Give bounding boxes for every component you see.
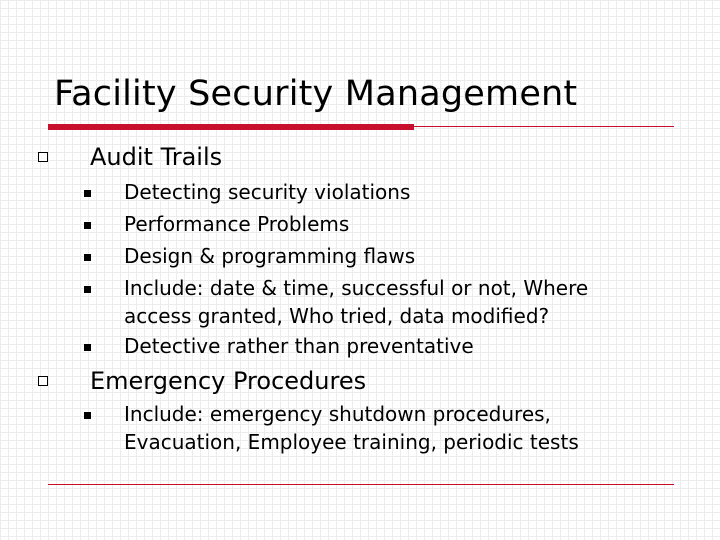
list-item-text: Design & programming flaws bbox=[124, 244, 416, 268]
list-item-text: Detective rather than preventative bbox=[124, 334, 474, 358]
hollow-square-bullet-icon bbox=[38, 152, 48, 162]
title-underline-thin bbox=[414, 126, 674, 127]
title-underline bbox=[48, 124, 674, 130]
filled-square-bullet-icon bbox=[84, 344, 91, 351]
filled-square-bullet-icon bbox=[84, 286, 91, 293]
filled-square-bullet-icon bbox=[84, 254, 91, 261]
section-heading: Audit Trails bbox=[90, 143, 223, 171]
slide-title: Facility Security Management bbox=[54, 74, 578, 114]
list-item-text-line-1: Include: date & time, successful or not, Where bbox=[124, 276, 589, 300]
footer-rule bbox=[48, 484, 674, 485]
list-item-text-line-1: Include: emergency shutdown procedures, bbox=[124, 402, 551, 426]
filled-square-bullet-icon bbox=[84, 222, 91, 229]
title-underline-thick bbox=[48, 124, 414, 130]
list-item-text-line-2: access granted, Who tried, data modified? bbox=[124, 304, 550, 328]
list-item-text: Detecting security violations bbox=[124, 180, 411, 204]
list-item-text-line-2: Evacuation, Employee training, periodic tests bbox=[124, 430, 579, 454]
list-item-text: Performance Problems bbox=[124, 212, 350, 236]
hollow-square-bullet-icon bbox=[38, 376, 48, 386]
filled-square-bullet-icon bbox=[84, 190, 91, 197]
filled-square-bullet-icon bbox=[84, 412, 91, 419]
section-heading: Emergency Procedures bbox=[90, 367, 367, 395]
